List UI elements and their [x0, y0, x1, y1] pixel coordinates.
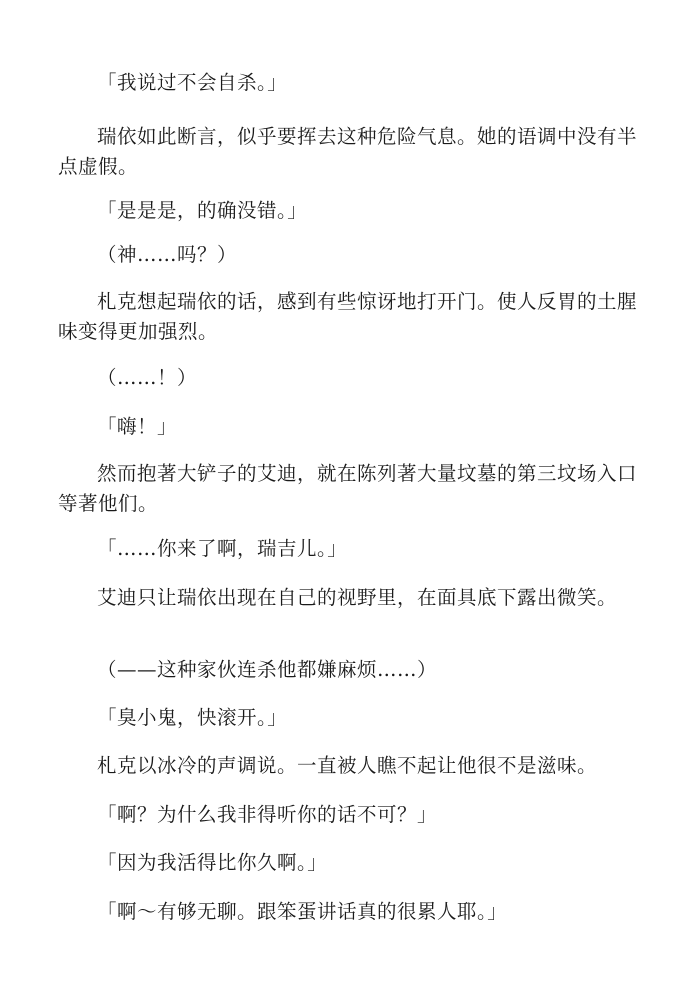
- paragraph-13: 札克以冰冷的声调说。一直被人瞧不起让他很不是滋味。: [97, 754, 598, 777]
- paragraph-9: 「……你来了啊，瑞吉儿。」: [97, 537, 348, 560]
- paragraph-5: 札克想起瑞依的话，感到有些惊讶地打开门。使人反胃的土腥味变得更加强烈。: [58, 290, 638, 343]
- paragraph-16: 「啊～有够无聊。跟笨蛋讲话真的很累人耶。」: [97, 900, 508, 923]
- paragraph-11: （——这种家伙连杀他都嫌麻烦……）: [97, 658, 438, 681]
- paragraph-6: （……！）: [97, 366, 198, 389]
- paragraph-2: 瑞依如此断言，似乎要挥去这种危险气息。她的语调中没有半点虚假。: [58, 125, 638, 178]
- paragraph-3: 「是是是，的确没错。」: [97, 199, 308, 222]
- paragraph-10: 艾迪只让瑞依出现在自己的视野里，在面具底下露出微笑。: [97, 586, 618, 609]
- paragraph-12: 「臭小鬼，快滚开。」: [97, 706, 288, 729]
- paragraph-14: 「啊？为什么我非得听你的话不可？」: [97, 803, 438, 826]
- paragraph-4: （神……吗？）: [97, 243, 238, 266]
- paragraph-15: 「因为我活得比你久啊。」: [97, 851, 328, 874]
- paragraph-8: 然而抱著大铲子的艾迪，就在陈列著大量坟墓的第三坟场入口等著他们。: [58, 462, 638, 515]
- paragraph-1: 「我说过不会自杀。」: [97, 71, 288, 94]
- paragraph-7: 「嗨！」: [97, 415, 178, 438]
